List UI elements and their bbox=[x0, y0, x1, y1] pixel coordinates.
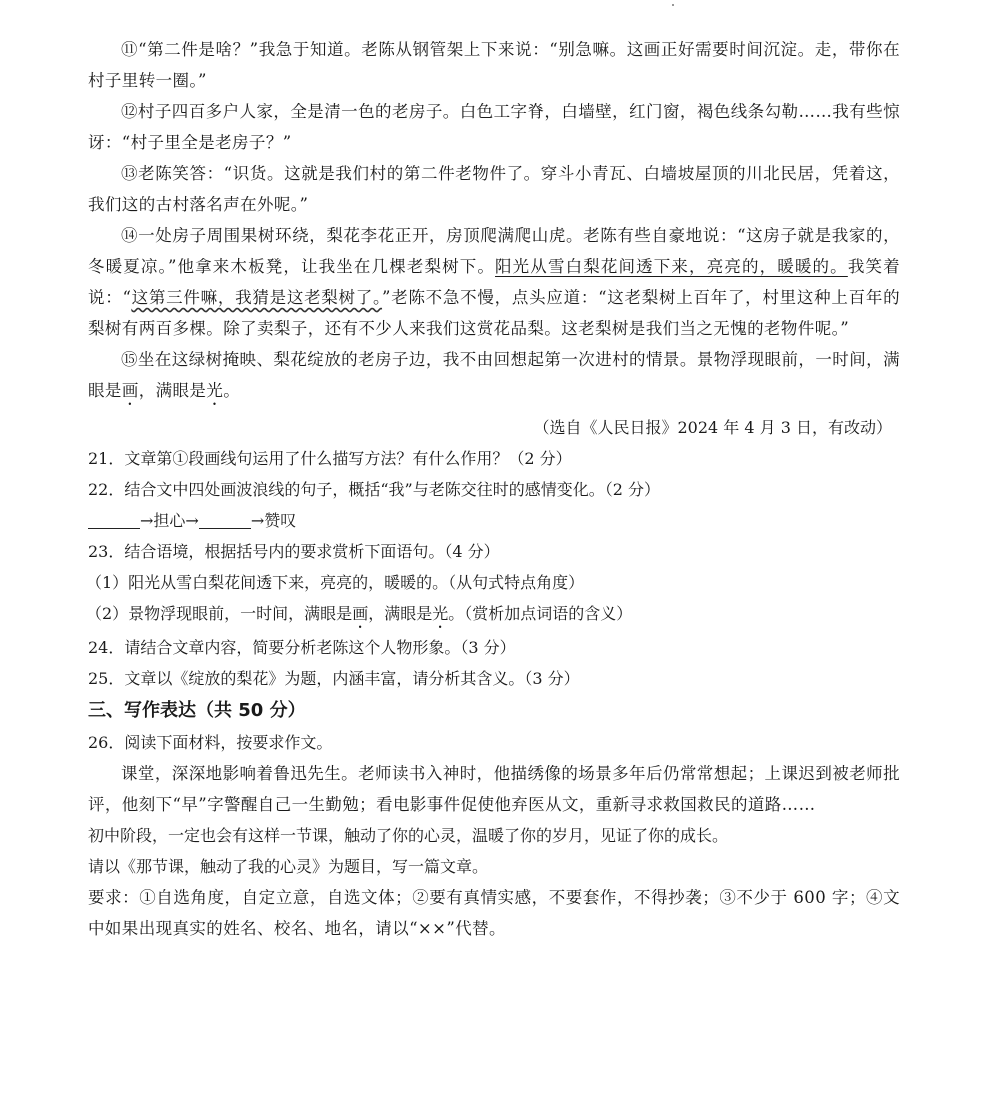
section-3-heading: 三、写作表达（共 50 分） bbox=[88, 700, 306, 721]
paragraph-13: ⑬老陈笑答：“识货。这就是我们村的第二件老物件了。穿斗小青瓦、白墙坡屋顶的川北民居，凭着这，我们这的古村落名声在外呢。” bbox=[88, 164, 900, 214]
question-21: 21．文章第①段画线句运用了什么描写方法？有什么作用？（2 分） bbox=[88, 449, 572, 468]
writing-material: 课堂，深深地影响着鲁迅先生。老师读书入神时，他描绣像的场景多年后仍常常想起；上课迟到被老师批评，他刻下“早”字警醒自己一生勤勉；看电影事件促使他弃医从文，重新寻求救国救民的道路…… bbox=[88, 764, 900, 814]
paragraph-15-part-c: 。 bbox=[223, 381, 241, 400]
question-23-2-part-b: ，满眼是 bbox=[368, 604, 433, 623]
question-23-2 bbox=[86, 598, 900, 632]
source-citation: （选自《人民日报》2024 年 4 月 3 日，有改动） bbox=[533, 418, 892, 437]
exam-page bbox=[88, 34, 900, 944]
question-23-2-part-a: （2）景物浮现眼前，一时间，满眼是 bbox=[86, 604, 353, 623]
question-24: 24．请结合文章内容，简要分析老陈这个人物形象。（3 分） bbox=[88, 638, 516, 657]
question-23: 23．结合语境，根据括号内的要求赏析下面语句。（4 分） bbox=[88, 542, 500, 561]
question-23-2-part-c: 。（赏析加点词语的含义） bbox=[448, 604, 633, 623]
paragraph-15 bbox=[88, 344, 900, 409]
q23-dotted-word-guang: 光 bbox=[432, 604, 449, 623]
emotion-arrow-2: →赞叹 bbox=[250, 511, 297, 530]
writing-title-line: 请以《那节课，触动了我的心灵》为题目，写一篇文章。 bbox=[88, 857, 489, 876]
paragraph-14 bbox=[88, 220, 900, 344]
question-23-1: （1）阳光从雪白梨花间透下来，亮亮的，暖暖的。（从句式特点角度） bbox=[86, 573, 585, 592]
paragraph-14-part-c: ”老陈不急不慢，点头应道：“这老梨树上百年了，村里这种上百年的梨树有两百多棵。除了卖梨子，还有不少人来我们这赏花品梨。这老梨树是我们当之无愧的老物件呢。” bbox=[88, 288, 901, 338]
paragraph-14-part-b: 我笑着说：“ bbox=[88, 257, 901, 307]
question-25: 25．文章以《绽放的梨花》为题，内涵丰富，请分析其含义。（3 分） bbox=[88, 669, 580, 688]
paragraph-12: ⑫村子四百多户人家，全是清一色的老房子。白色工字脊，白墙壁，红门窗，褐色线条勾勒……我有些惊讶：“村子里全是老房子？” bbox=[88, 102, 900, 152]
emotion-arrow-1: →担心→ bbox=[140, 511, 199, 530]
wavy-underlined-sentence: 这第三件嘛，我猜是这老梨树了。 bbox=[131, 288, 383, 307]
paragraph-15-part-b: ，满眼是 bbox=[138, 381, 207, 400]
q23-dotted-word-hua: 画 bbox=[352, 604, 369, 623]
question-22: 22．结合文中四处画波浪线的句子，概括“我”与老陈交往时的感情变化。（2 分） bbox=[88, 480, 660, 499]
dotted-word-guang: 光 bbox=[206, 381, 224, 400]
dotted-word-hua: 画 bbox=[121, 381, 139, 400]
question-26: 26．阅读下面材料，按要求作文。 bbox=[88, 733, 333, 752]
paragraph-14-part-a: ⑭一处房子周围果树环绕，梨花李花正开，房顶爬满爬山虎。老陈有些自豪地说：“这房子就是我家的，冬暖夏凉。”他拿来木板凳，让我坐在几棵老梨树下。 bbox=[88, 226, 900, 276]
paragraph-15-part-a: ⑮坐在这绿树掩映、梨花绽放的老房子边，我不由回想起第一次进村的情景。景物浮现眼前，一时间，满眼是 bbox=[88, 350, 900, 400]
writing-requirements: 要求：①自选角度，自定立意，自选文体；②要有真情实感，不要套作，不得抄袭；③不少于 600 字；④文中如果出现真实的姓名、校名、地名，请以“××”代替。 bbox=[88, 888, 900, 938]
writing-material-2: 初中阶段，一定也会有这样一节课，触动了你的心灵，温暖了你的岁月，见证了你的成长。 bbox=[88, 826, 729, 845]
scan-speck bbox=[672, 4, 674, 6]
question-22-answer-line bbox=[88, 505, 900, 536]
underlined-sentence: 阳光从雪白梨花间透下来，亮亮的，暖暖的。 bbox=[495, 257, 848, 276]
answer-blank-1[interactable] bbox=[88, 510, 140, 529]
paragraph-11: ⑪“第二件是啥？”我急于知道。老陈从钢管架上下来说：“别急嘛。这画正好需要时间沉淀。走，带你在村子里转一圈。” bbox=[88, 40, 900, 90]
answer-blank-2[interactable] bbox=[199, 510, 251, 529]
